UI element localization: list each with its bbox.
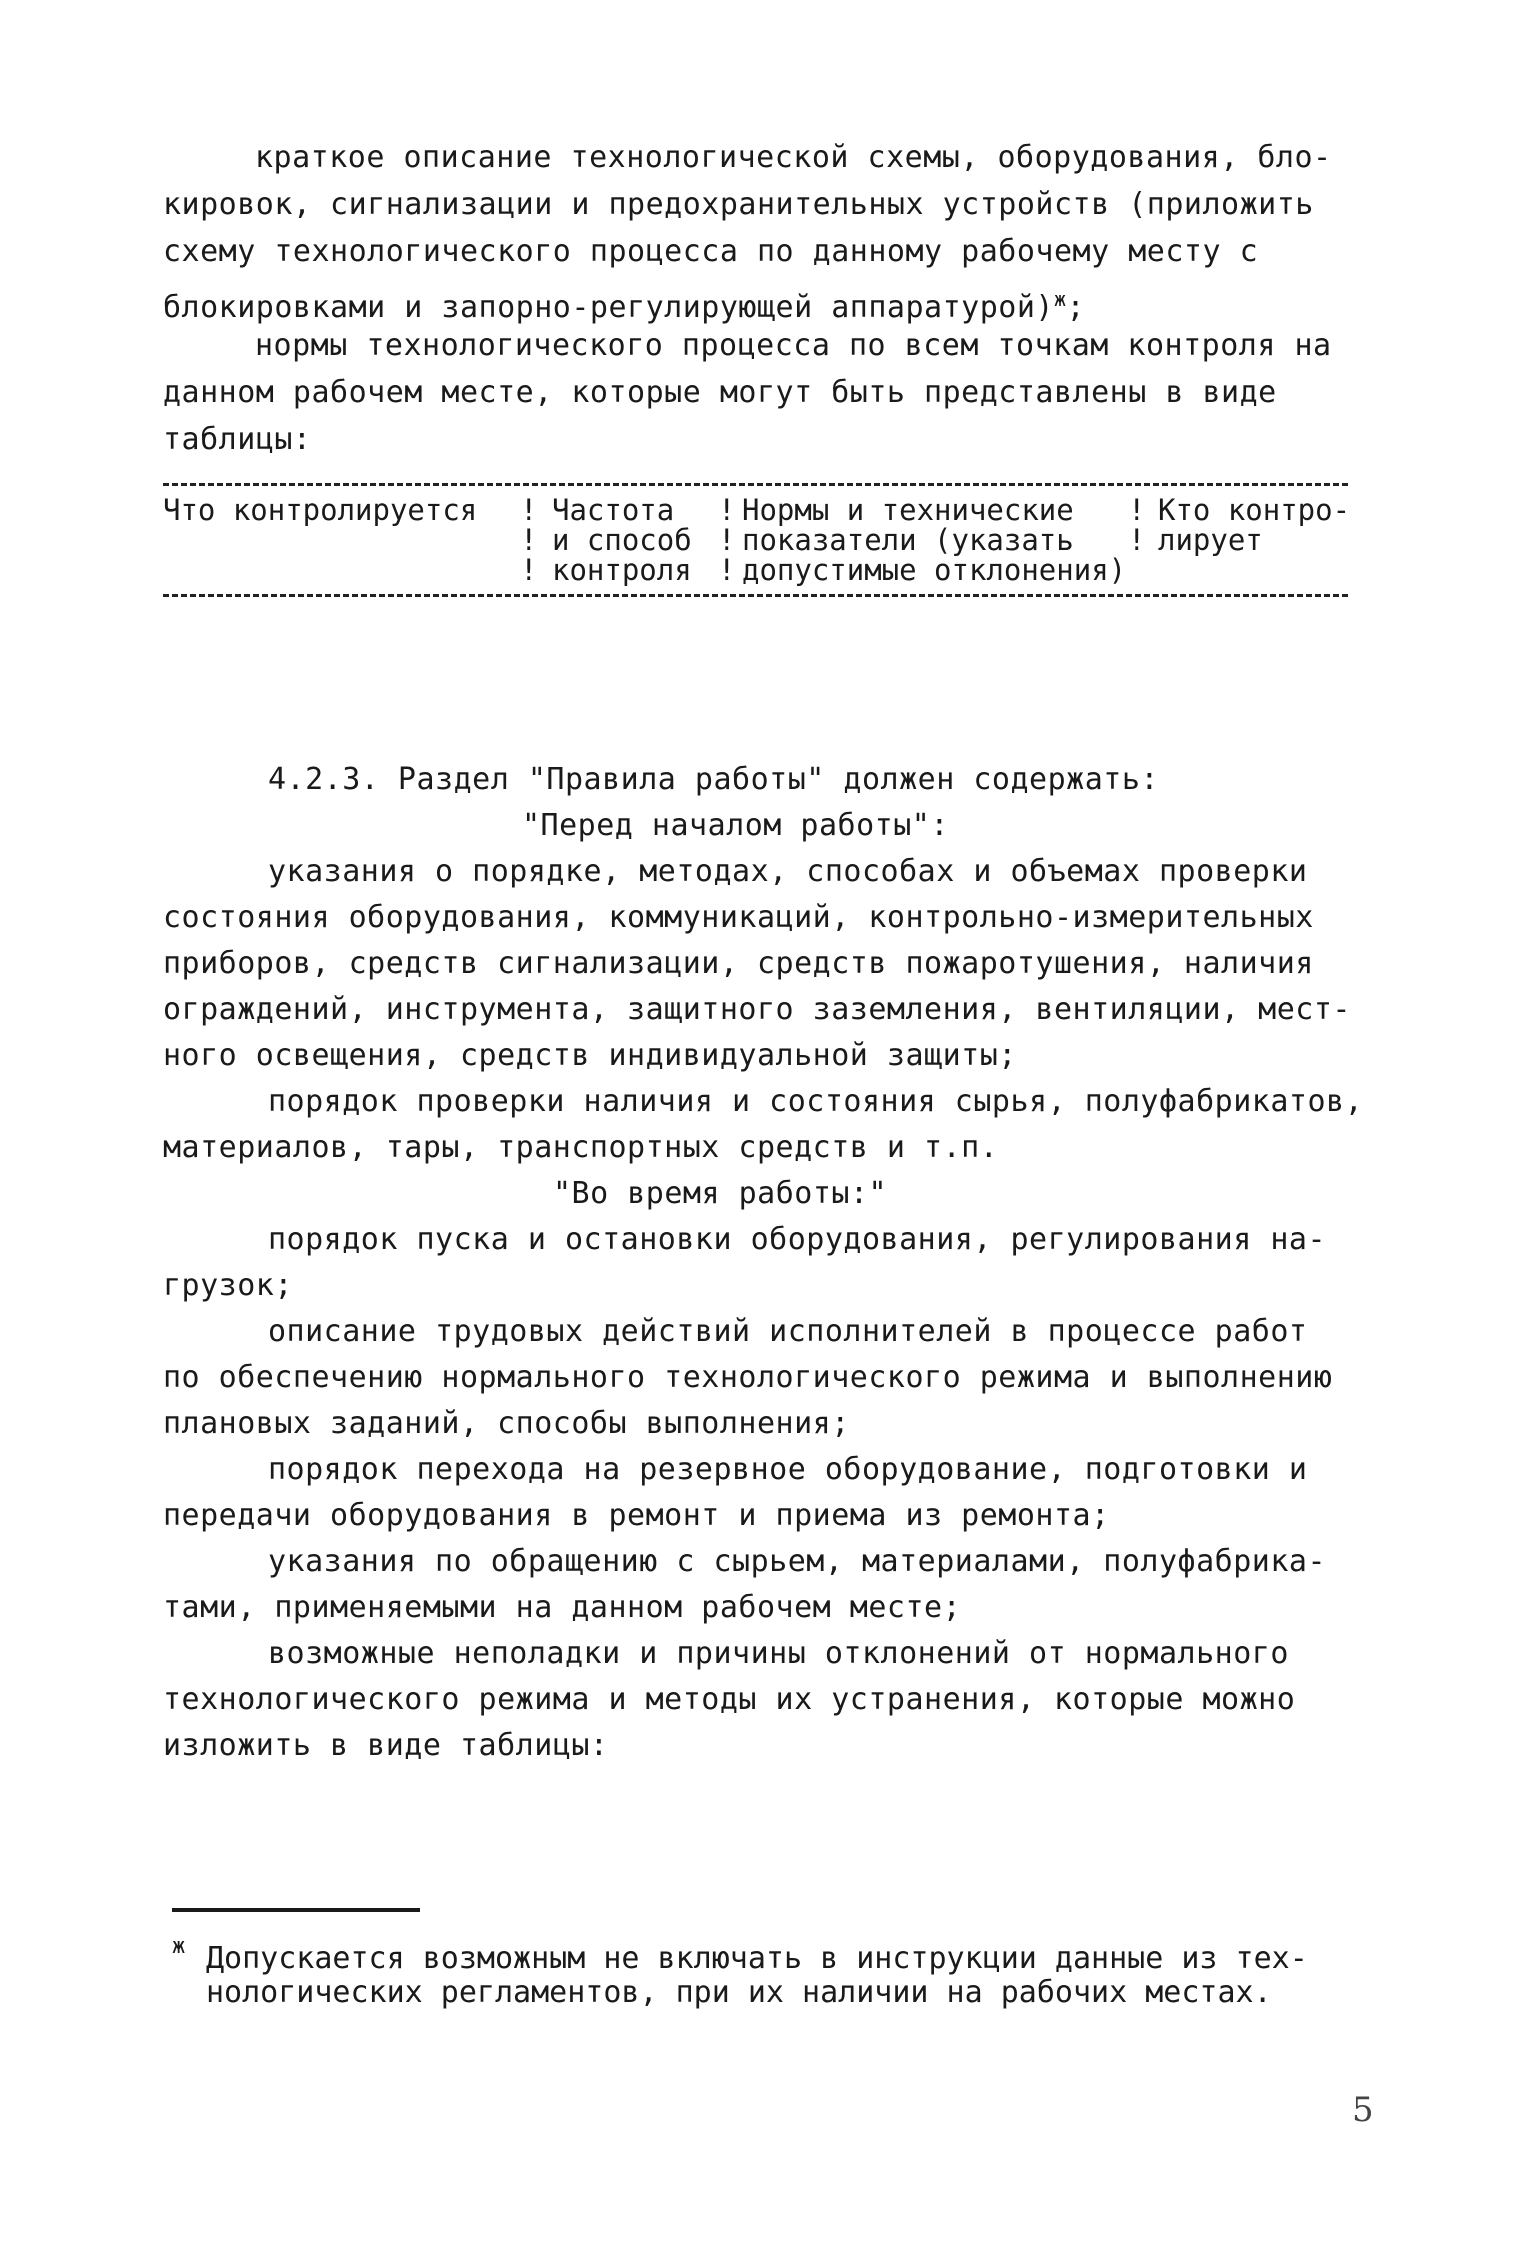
table-header-norms-2: показатели (указать [742, 523, 1074, 557]
table-header-who-2: лирует [1158, 523, 1263, 557]
table-bottom-rule [163, 594, 1348, 597]
table-separator: ! [520, 493, 538, 527]
section-heading: 4.2.3. Раздел "Правила работы" должен содержать: [268, 762, 1159, 797]
table-header-norms-1: Нормы и технические [742, 493, 1074, 527]
intro-line-4: блокировками и запорно-регулирующей аппаратурой)$^ж$; [163, 287, 1086, 325]
text-line: грузок; [163, 1268, 293, 1303]
table-header-what: Что контролируется [163, 493, 478, 527]
text-line: состояния оборудования, коммуникаций, контрольно-измерительных [163, 900, 1314, 935]
text-line: порядок перехода на резервное оборудование, подготовки и [268, 1452, 1308, 1487]
intro-line-6: данном рабочем месте, которые могут быть представлены в виде [163, 375, 1277, 410]
table-header-frequency-2: и способ [552, 523, 692, 557]
table-separator: ! [1128, 523, 1146, 557]
table-header-frequency-3: контроля [552, 553, 692, 587]
text-line: изложить в виде таблицы: [163, 1728, 609, 1763]
table-header-frequency-1: Частота [552, 493, 675, 527]
footnote-rule [172, 1908, 420, 1912]
text-line: ограждений, инструмента, защитного заземления, вентиляции, мест- [163, 992, 1351, 1027]
footnote-mark: ж [1053, 287, 1067, 311]
text-line: приборов, средств сигнализации, средств пожаротушения, наличия [163, 946, 1314, 981]
text-line: передачи оборудования в ремонт и приема из ремонта; [163, 1498, 1110, 1533]
text-line: тами, применяемыми на данном рабочем месте; [163, 1590, 962, 1625]
table-header-norms-3: допустимые отклонения) [742, 553, 1127, 587]
subheading-during-work: "Во время работы:" [553, 1176, 888, 1211]
text-line: порядок проверки наличия и состояния сырья, полуфабрикатов, [268, 1084, 1364, 1119]
table-separator: ! [520, 553, 538, 587]
footnote-mark-bottom: ж [172, 1934, 186, 1959]
table-separator: ! [1128, 493, 1146, 527]
table-separator: ! [718, 553, 736, 587]
text-line: порядок пуска и остановки оборудования, регулирования на- [268, 1222, 1327, 1257]
footnote-line-1: Допускается возможным не включать в инструкции данные из тех- [206, 1941, 1308, 1976]
intro-line-7: таблицы: [163, 422, 312, 457]
table-separator: ! [718, 523, 736, 557]
table-separator: ! [520, 523, 538, 557]
text-line: по обеспечению нормального технологического режима и выполнению [163, 1360, 1333, 1395]
intro-line-5: нормы технологического процесса по всем точкам контроля на [255, 328, 1332, 363]
text-line: технологического режима и методы их устранения, которые можно [163, 1682, 1296, 1717]
intro-line-3: схему технологического процесса по данному рабочему месту с [163, 234, 1259, 269]
text-line: материалов, тары, транспортных средств и т.п. [163, 1130, 999, 1165]
text-line: описание трудовых действий исполнителей в процессе работ [268, 1314, 1308, 1349]
text-line: ного освещения, средств индивидуальной защиты; [163, 1038, 1017, 1073]
text-line: возможные неполадки и причины отклонений от нормального [268, 1636, 1289, 1671]
text-line: плановых заданий, способы выполнения; [163, 1406, 850, 1441]
footnote-line-2: нологических регламентов, при их наличии на рабочих местах. [206, 1975, 1272, 2010]
subheading-before-work: "Перед началом работы": [522, 808, 949, 843]
table-header-who-1: Кто контро- [1158, 493, 1351, 527]
text-line: указания по обращению с сырьем, материалами, полуфабрика- [268, 1544, 1327, 1579]
table-separator: ! [718, 493, 736, 527]
table-top-rule [163, 483, 1348, 486]
intro-line-1: краткое описание технологической схемы, оборудования, бло- [255, 140, 1332, 175]
text-line: указания о порядке, методах, способах и объемах проверки [268, 854, 1308, 889]
intro-line-2: кировок, сигнализации и предохранительных устройств (приложить [163, 187, 1314, 222]
page-number: 5 [1352, 2090, 1374, 2130]
